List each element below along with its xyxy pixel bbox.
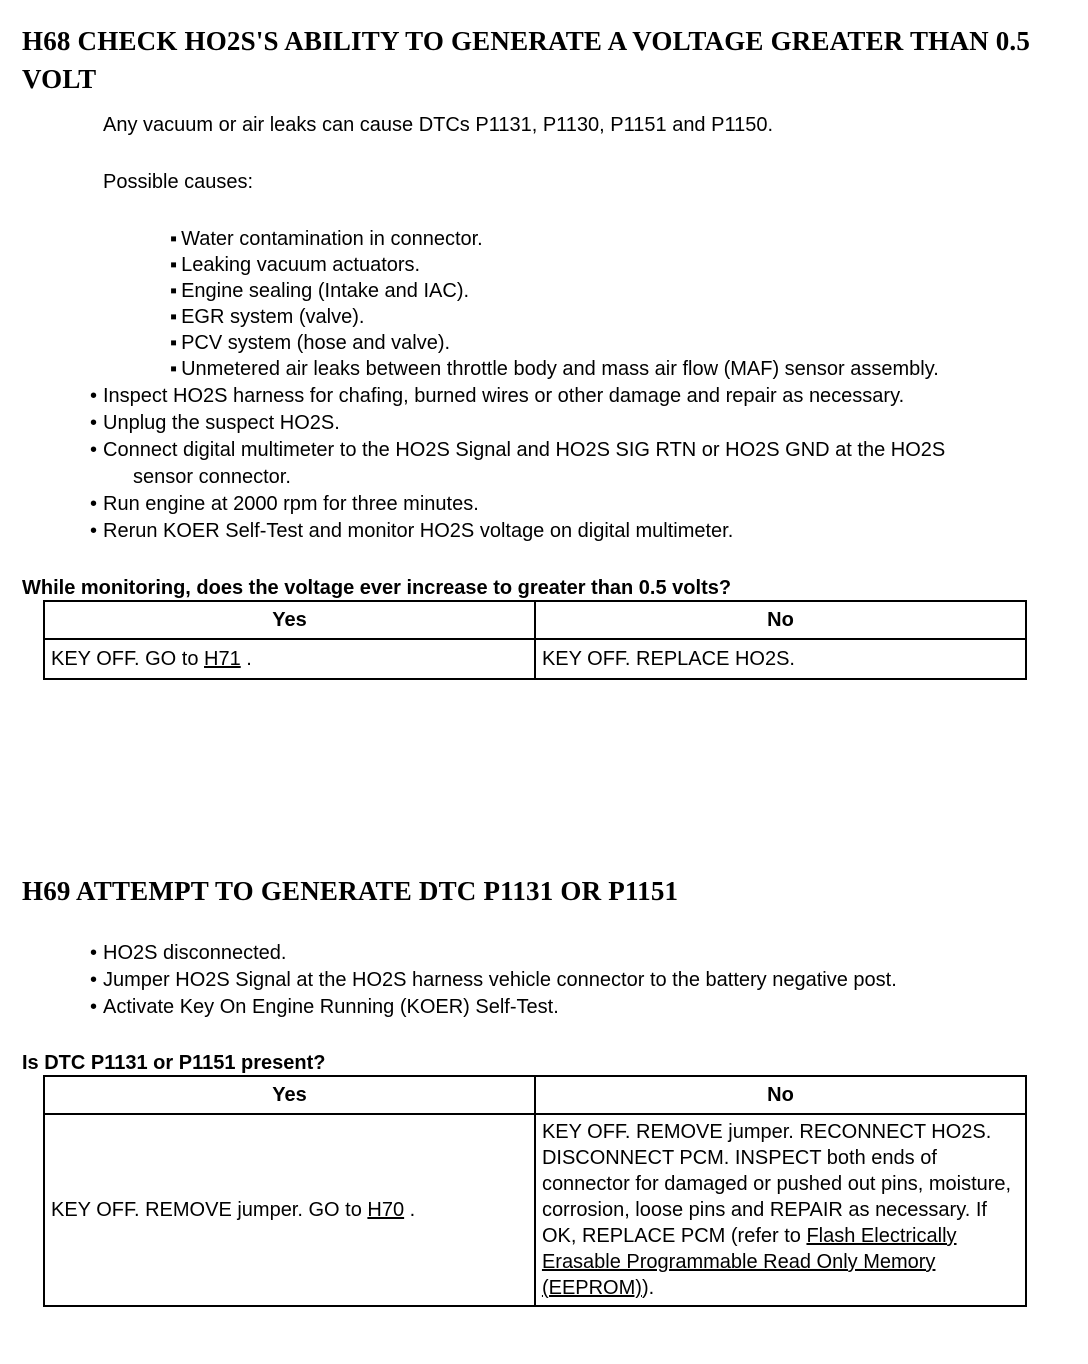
step-item: • Unplug the suspect HO2S.	[90, 410, 1070, 437]
link-h71[interactable]: H71	[204, 648, 241, 670]
yes-suffix: .	[240, 648, 252, 670]
step-item: • Run engine at 2000 rpm for three minutes.	[90, 491, 1070, 518]
yes-text: KEY OFF. REMOVE jumper. GO to	[51, 1199, 362, 1221]
step-continuation: sensor connector.	[133, 466, 291, 488]
no-suffix: ).	[641, 1277, 655, 1299]
yes-header: Yes	[44, 1076, 535, 1114]
yes-cell	[44, 639, 535, 679]
h68-steps-list	[0, 383, 1070, 545]
section-title-h68: H68 CHECK HO2S'S ABILITY TO GENERATE A VOLTAGE GREATER THAN 0.5 VOLT	[22, 26, 1031, 94]
possible-causes-label: Possible causes:	[103, 171, 254, 193]
no-text: KEY OFF. REMOVE jumper. RECONNECT HO2S. DISCONNECT PCM. INSPECT both ends of connector for damaged or pushed out pins, moisture, corrosion, loose pins and REPAIR as necessary. If OK, REPLACE PCM (refer to	[541, 1121, 1012, 1247]
question-h68: While monitoring, does the voltage ever increase to greater than 0.5 volts?	[22, 577, 732, 599]
section-title-h69: H69 ATTEMPT TO GENERATE DTC P1131 OR P1151	[22, 876, 679, 906]
yes-suffix: .	[404, 1199, 416, 1221]
step-item: • Rerun KOER Self-Test and monitor HO2S voltage on digital multimeter.	[90, 518, 1070, 545]
step-item: • Inspect HO2S harness for chafing, burned wires or other damage and repair as necessary.	[90, 383, 1070, 410]
cause-item: ▪ Engine sealing (Intake and IAC).	[170, 278, 1088, 304]
step-item: • Activate Key On Engine Running (KOER) Self-Test.	[90, 994, 1070, 1021]
question-h69: Is DTC P1131 or P1151 present?	[22, 1052, 326, 1074]
step-text: Connect digital multimeter to the HO2S Signal and HO2S SIG RTN or HO2S GND at the HO2S	[103, 439, 946, 461]
step-item	[90, 437, 1070, 491]
answer-table-h68	[43, 600, 1027, 680]
link-eeprom[interactable]: Flash Electrically Erasable Programmable Read Only Memory (EEPROM)	[541, 1225, 957, 1299]
no-cell	[535, 1114, 1026, 1306]
no-header: No	[535, 601, 1026, 639]
link-h70[interactable]: H70	[367, 1199, 405, 1221]
yes-cell	[44, 1114, 535, 1306]
section-h69	[0, 872, 1088, 1307]
cause-item: ▪ EGR system (valve).	[170, 304, 1088, 330]
cause-item: ▪ Leaking vacuum actuators.	[170, 252, 1088, 278]
answer-table-h69	[43, 1075, 1027, 1307]
possible-causes-list	[0, 226, 1088, 382]
cause-item: ▪ Water contamination in connector.	[170, 226, 1088, 252]
step-item: • HO2S disconnected.	[90, 940, 1070, 967]
intro-text: Any vacuum or air leaks can cause DTCs P1131, P1130, P1151 and P1150.	[103, 114, 774, 136]
cause-item: ▪ PCV system (hose and valve).	[170, 330, 1088, 356]
section-h68	[0, 22, 1088, 680]
no-header: No	[535, 1076, 1026, 1114]
yes-text: KEY OFF. GO to	[51, 648, 199, 670]
step-item: • Jumper HO2S Signal at the HO2S harness vehicle connector to the battery negative post.	[90, 967, 1070, 994]
cause-item: ▪ Unmetered air leaks between throttle body and mass air flow (MAF) sensor assembly.	[170, 356, 1088, 382]
no-cell: KEY OFF. REPLACE HO2S.	[535, 639, 1026, 679]
yes-header: Yes	[44, 601, 535, 639]
h69-steps-list	[0, 940, 1070, 1021]
